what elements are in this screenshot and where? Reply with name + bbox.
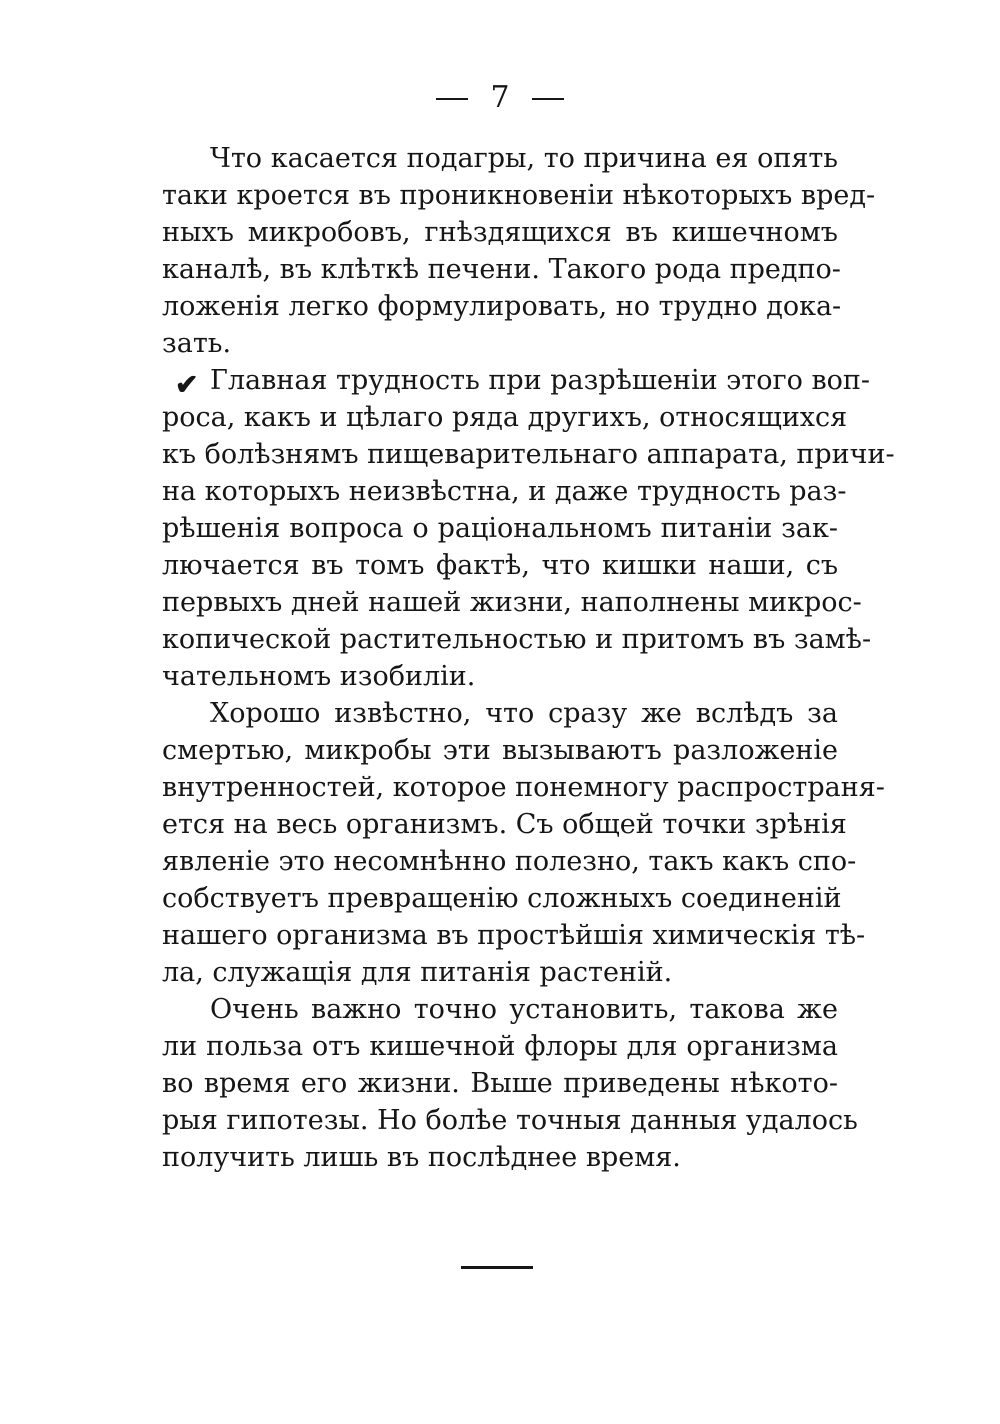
checkmark-icon: ✔ — [175, 368, 199, 401]
paragraph-2 — [162, 362, 895, 695]
text-line: Очень важно точно установить, такова же — [210, 994, 838, 1025]
text-line: Хорошо извѣстно, что сразу же вслѣдъ за — [210, 698, 838, 729]
text-line: ли польза отъ кишечной флоры для организма — [162, 1031, 838, 1062]
page-number: 7 — [490, 80, 510, 115]
text-line: ложенiя легко формулировать, но трудно дока- — [162, 291, 842, 322]
text-line: Главная трудность при разрѣшенiи этого воп- — [210, 365, 871, 396]
text-line: роса, какъ и цѣлаго ряда другихъ, относящихся — [162, 402, 848, 433]
end-rule — [461, 1266, 533, 1269]
paragraph-4 — [162, 991, 858, 1176]
text-line: смертью, микробы эти вызываютъ разложенiе — [162, 735, 838, 766]
text-line: лючается въ томъ фактѣ, что кишки наши, съ — [162, 550, 838, 581]
text-line: первыхъ дней нашей жизни, наполнены микрос- — [162, 587, 862, 618]
text-line: рѣшенiя вопроса о рацiональномъ питанiи зак- — [162, 513, 838, 544]
paragraph-3 — [162, 695, 885, 991]
text-line: рыя гипотезы. Но болѣе точныя данныя удалось — [162, 1105, 858, 1136]
text-line: Что касается подагры, то причина ея опять — [210, 143, 838, 174]
text-line: собствуетъ превращенiю сложныхъ соединенiй — [162, 883, 842, 914]
paragraph-1 — [162, 140, 876, 362]
text-line: нашего организма въ простѣйшiя химическiя тѣ- — [162, 920, 866, 951]
text-line: зать. — [162, 328, 232, 359]
text-line: ется на весь организмъ. Съ общей точки зрѣнiя — [162, 809, 847, 840]
text-line: копической растительностью и притомъ въ замѣ- — [162, 624, 872, 655]
text-line: во время его жизни. Выше приведены нѣкото- — [162, 1068, 838, 1099]
text-line: чательномъ изобилiи. — [162, 661, 476, 692]
text-line: къ болѣзнямъ пищеварительнаго аппарата, причи- — [162, 439, 895, 470]
text-line: явленiе это несомнѣнно полезно, такъ какъ спо- — [162, 846, 857, 877]
page-header — [0, 78, 1000, 118]
text-line: получить лишь въ послѣднее время. — [162, 1142, 681, 1173]
header-dash-left — [436, 98, 468, 100]
text-line: ла, служащiя для питанiя растенiй. — [162, 957, 673, 988]
header-dash-right — [532, 98, 564, 100]
body-text — [162, 140, 895, 1176]
text-line: таки кроется въ проникновенiи нѣкоторыхъ вред- — [162, 180, 876, 211]
text-line: каналѣ, въ клѣткѣ печени. Такого рода предпо- — [162, 254, 841, 285]
text-line: внутренностей, которое понемногу распространя- — [162, 772, 885, 803]
text-line: на которыхъ неизвѣстна, и даже трудность раз- — [162, 476, 847, 507]
text-line: ныхъ микробовъ, гнѣздящихся въ кишечномъ — [162, 217, 838, 248]
